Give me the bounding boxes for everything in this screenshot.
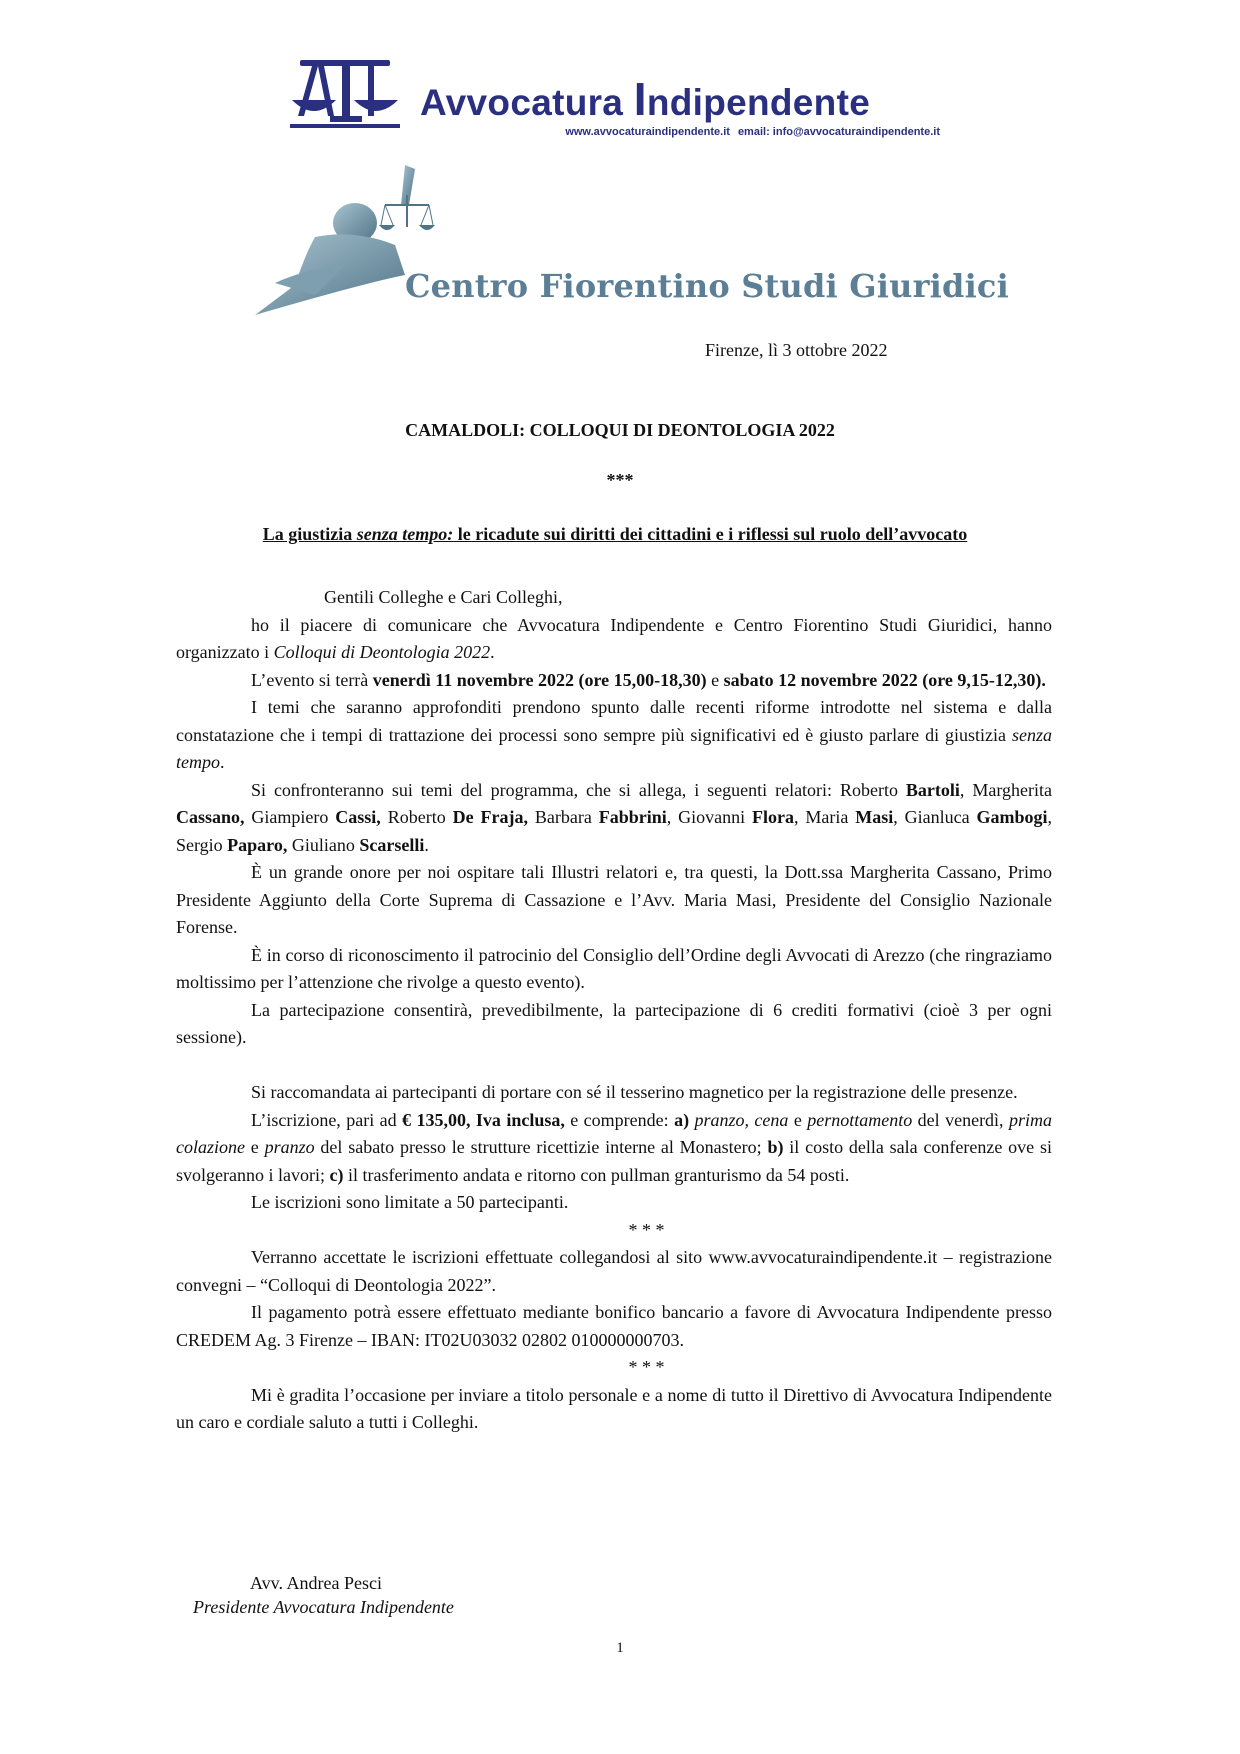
paragraph-dates: L’evento si terrà venerdì 11 novembre 2022 (ore 15,00-18,30) e sabato 12 novembre 2022 (ore 9,15-12,30). <box>251 669 1046 690</box>
speaker-first-name: Giampiero <box>251 807 336 827</box>
blank-line <box>176 1052 1052 1080</box>
speaker-separator: , <box>794 807 806 827</box>
speaker-last-name: Gambogi <box>976 807 1048 827</box>
website-link[interactable]: www.avvocaturaindipendente.it <box>565 126 730 138</box>
speaker-separator <box>528 807 535 827</box>
paragraph-badge: Si raccomandata ai partecipanti di portare con sé il tesserino magnetico per la registrazione delle presenze. <box>251 1082 1018 1102</box>
letter-body <box>176 584 1052 1437</box>
speaker-last-name: Cassano, <box>176 807 245 827</box>
speaker-separator <box>381 807 388 827</box>
title-separator: *** <box>606 470 634 490</box>
speaker-last-name: Cassi, <box>335 807 381 827</box>
speaker-last-name: Flora <box>752 807 795 827</box>
paragraph-patronage: È in corso di riconoscimento il patrocinio del Consiglio dell’Ordine degli Avvocati di Arezzo (che ringraziamo moltissimo per l’attenzione che rivolge a questo evento). <box>176 944 1052 992</box>
speaker-last-name: Masi <box>855 807 894 827</box>
centro-fiorentino-logo <box>255 165 1009 315</box>
email-link[interactable]: info@avvocaturaindipendente.it <box>772 126 940 138</box>
speaker-first-name: Roberto <box>840 779 906 800</box>
speaker-last-name: De Fraja, <box>452 807 528 827</box>
brand-name: Avvocatura Indipendente <box>420 73 871 125</box>
brand-contacts <box>565 126 940 138</box>
speaker-first-name: Maria <box>805 807 856 827</box>
speaker-separator: , <box>1047 807 1053 827</box>
signature-name: Avv. Andrea Pesci <box>250 1573 382 1593</box>
speaker-first-name: Margherita <box>972 779 1052 800</box>
paragraph-limit: Le iscrizioni sono limitate a 50 partecipanti. <box>251 1192 569 1212</box>
speaker-separator: , <box>893 807 905 827</box>
scales-of-justice-icon <box>290 56 400 130</box>
paragraph-honor: È un grande onore per noi ospitare tali Illustri relatori e, tra questi, la Dott.ssa Margherita Cassano, Primo Presidente Aggiunto della Corte Suprema di Cassazione e l’Avv. Maria Masi, Presidente del Consiglio Nazionale Forense. <box>176 862 1052 937</box>
centro-name: Centro Fiorentino Studi Giuridici <box>405 267 1009 305</box>
paragraph-intro: ho il piacere di comunicare che Avvocatura Indipendente e Centro Fiorentino Studi Giuridici, hanno organizzato i Colloqui di Deontologia 2022. <box>176 614 1052 662</box>
signature-role: Presidente Avvocatura Indipendente <box>193 1597 454 1617</box>
avvocatura-logo <box>290 56 950 146</box>
email-label: email: <box>737 126 770 138</box>
paragraph-registration-fee: L’iscrizione, pari ad € 135,00, Iva inclusa, e comprende: a) pranzo, cena e pernottamento del venerdì, prima colazione e pranzo del sabato presso le strutture ricettizie interne al Monastero; b) il costo della sala conferenze ove si svolgeranno i lavori; c) il trasferimento andata e ritorno con pullman granturismo da 54 posti. <box>176 1109 1052 1185</box>
greeting: Gentili Colleghe e Cari Colleghi, <box>324 587 563 607</box>
paragraph-signup: Verranno accettate le iscrizioni effettuate collegandosi al sito www.avvocaturaindipendente.it – registrazione convegni – “Colloqui di Deontologia 2022”. <box>176 1247 1052 1295</box>
speaker-first-name: Giuliano <box>291 834 360 855</box>
paragraph-topics: I temi che saranno approfonditi prendono spunto dalle recenti riforme introdotte nel sistema e dalla constatazione che i tempi di trattazione dei processi sono sempre più significativi ed è giusto parlare di giustizia senza tempo. <box>176 697 1052 772</box>
date-line: Firenze, lì 3 ottobre 2022 <box>705 340 888 360</box>
paragraph-credits: La partecipazione consentirà, prevedibilmente, la partecipazione di 6 crediti formativi (cioè 3 per ogni sessione). <box>176 999 1052 1047</box>
speaker-first-name: Giovanni <box>678 807 753 827</box>
speaker-separator: , <box>666 807 679 827</box>
speaker-first-name: Gianluca <box>904 807 977 827</box>
speaker-first-name: Barbara <box>534 807 599 827</box>
speaker-last-name: Paparo, <box>227 834 288 855</box>
speaker-separator: . <box>424 834 429 855</box>
letter-title: CAMALDOLI: COLLOQUI DI DEONTOLOGIA 2022 <box>405 420 835 440</box>
paragraph-payment: Il pagamento potrà essere effettuato mediante bonifico bancario a favore di Avvocatura Indipendente presso CREDEM Ag. 3 Firenze – IBAN: IT02U03032 02802 010000000703. <box>176 1302 1052 1350</box>
speaker-separator: , <box>959 779 973 800</box>
page-number: 1 <box>616 1640 624 1656</box>
section-separator: * * * <box>628 1357 665 1377</box>
letter-subtitle: La giustizia senza tempo: le ricadute sui diritti dei cittadini e i riflessi sul ruolo dell’avvocato <box>262 524 968 544</box>
speaker-first-name: Sergio <box>176 834 228 855</box>
paragraph-closing: Mi è gradita l’occasione per inviare a titolo personale e a nome di tutto il Direttivo di Avvocatura Indipendente un caro e cordiale saluto a tutti i Colleghi. <box>176 1384 1052 1432</box>
speaker-last-name: Scarselli <box>359 834 425 855</box>
speaker-last-name: Bartoli <box>905 779 960 800</box>
section-separator: * * * <box>628 1219 665 1240</box>
speaker-first-name: Roberto <box>387 807 453 827</box>
speaker-last-name: Fabbrini <box>598 807 667 827</box>
paragraph-speakers: Si confronteranno sui temi del programma, che si allega, i seguenti relatori: Roberto Bartoli, Margherita Cassano, Giampiero Cassi, Roberto De Fraja, Barbara Fabbrini, Giovanni Flora, Maria Masi, Gianluca Gambogi, Sergio Paparo, Giuliano Scarselli. <box>176 779 1053 855</box>
